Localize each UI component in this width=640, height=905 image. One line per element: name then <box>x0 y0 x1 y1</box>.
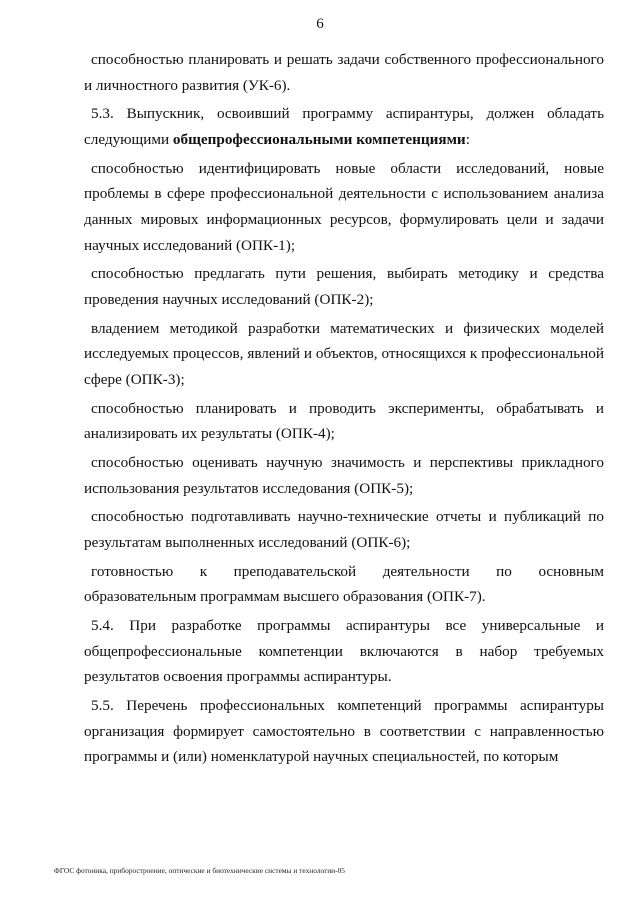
page-number: 6 <box>316 16 324 32</box>
paragraph-5-3-tail: : <box>465 130 470 148</box>
paragraph-opk5: способностью оценивать научную значимость и перспективы прикладного использования результатов исследования (ОПК-5); <box>84 454 604 497</box>
paragraph-opk1: способностью идентифицировать новые области исследований, новые проблемы в сфере профессиональной деятельности с использованием анализа данных мировых информационных ресурсов, формулировать цели и задачи научных исследований (ОПК-1); <box>84 159 604 254</box>
paragraph-opk3: владением методикой разработки математических и физических моделей исследуемых процессов, явлений и объектов, относящихся к профессиональной сфере (ОПК-3); <box>84 319 604 388</box>
paragraph-5-5: 5.5. Перечень профессиональных компетенций программы аспирантуры организация формирует самостоятельно в соответствии с направленностью программы и (или) номенклатурой научных специальностей, по которым <box>84 697 604 766</box>
paragraph-5-3-bold: общепрофессиональными компетенциями <box>172 130 466 148</box>
paragraph-opk2: способностью предлагать пути решения, выбирать методику и средства проведения научных исследований (ОПК-2); <box>84 265 604 308</box>
paragraph-5-3-text: 5.3. Выпускник, освоивший программу аспирантуры, должен обладать следующими <box>84 105 604 148</box>
paragraph-uk6: способностью планировать и решать задачи собственного профессионального и личностного развития (УК-6). <box>84 51 604 94</box>
paragraph-opk7: готовностью к преподавательской деятельности по основным образовательным программам высшего образования (ОПК-7). <box>84 562 604 606</box>
document-body <box>84 47 604 773</box>
paragraph-opk4: способностью планировать и проводить эксперименты, обрабатывать и анализировать их результаты (ОПК-4); <box>84 399 604 443</box>
footer-standard-name: ФГОС фотоника, приборостроение, оптические и биотехнические системы и технологии-05 <box>54 866 345 875</box>
paragraph-opk6: способностью подготавливать научно-технические отчеты и публикаций по результатам выполненных исследований (ОПК-6); <box>84 508 604 551</box>
paragraph-5-4: 5.4. При разработке программы аспирантуры все универсальные и общепрофессиональные компетенции включаются в набор требуемых результатов освоения программы аспирантуры. <box>84 617 604 686</box>
paragraph-5-3 <box>84 101 604 152</box>
